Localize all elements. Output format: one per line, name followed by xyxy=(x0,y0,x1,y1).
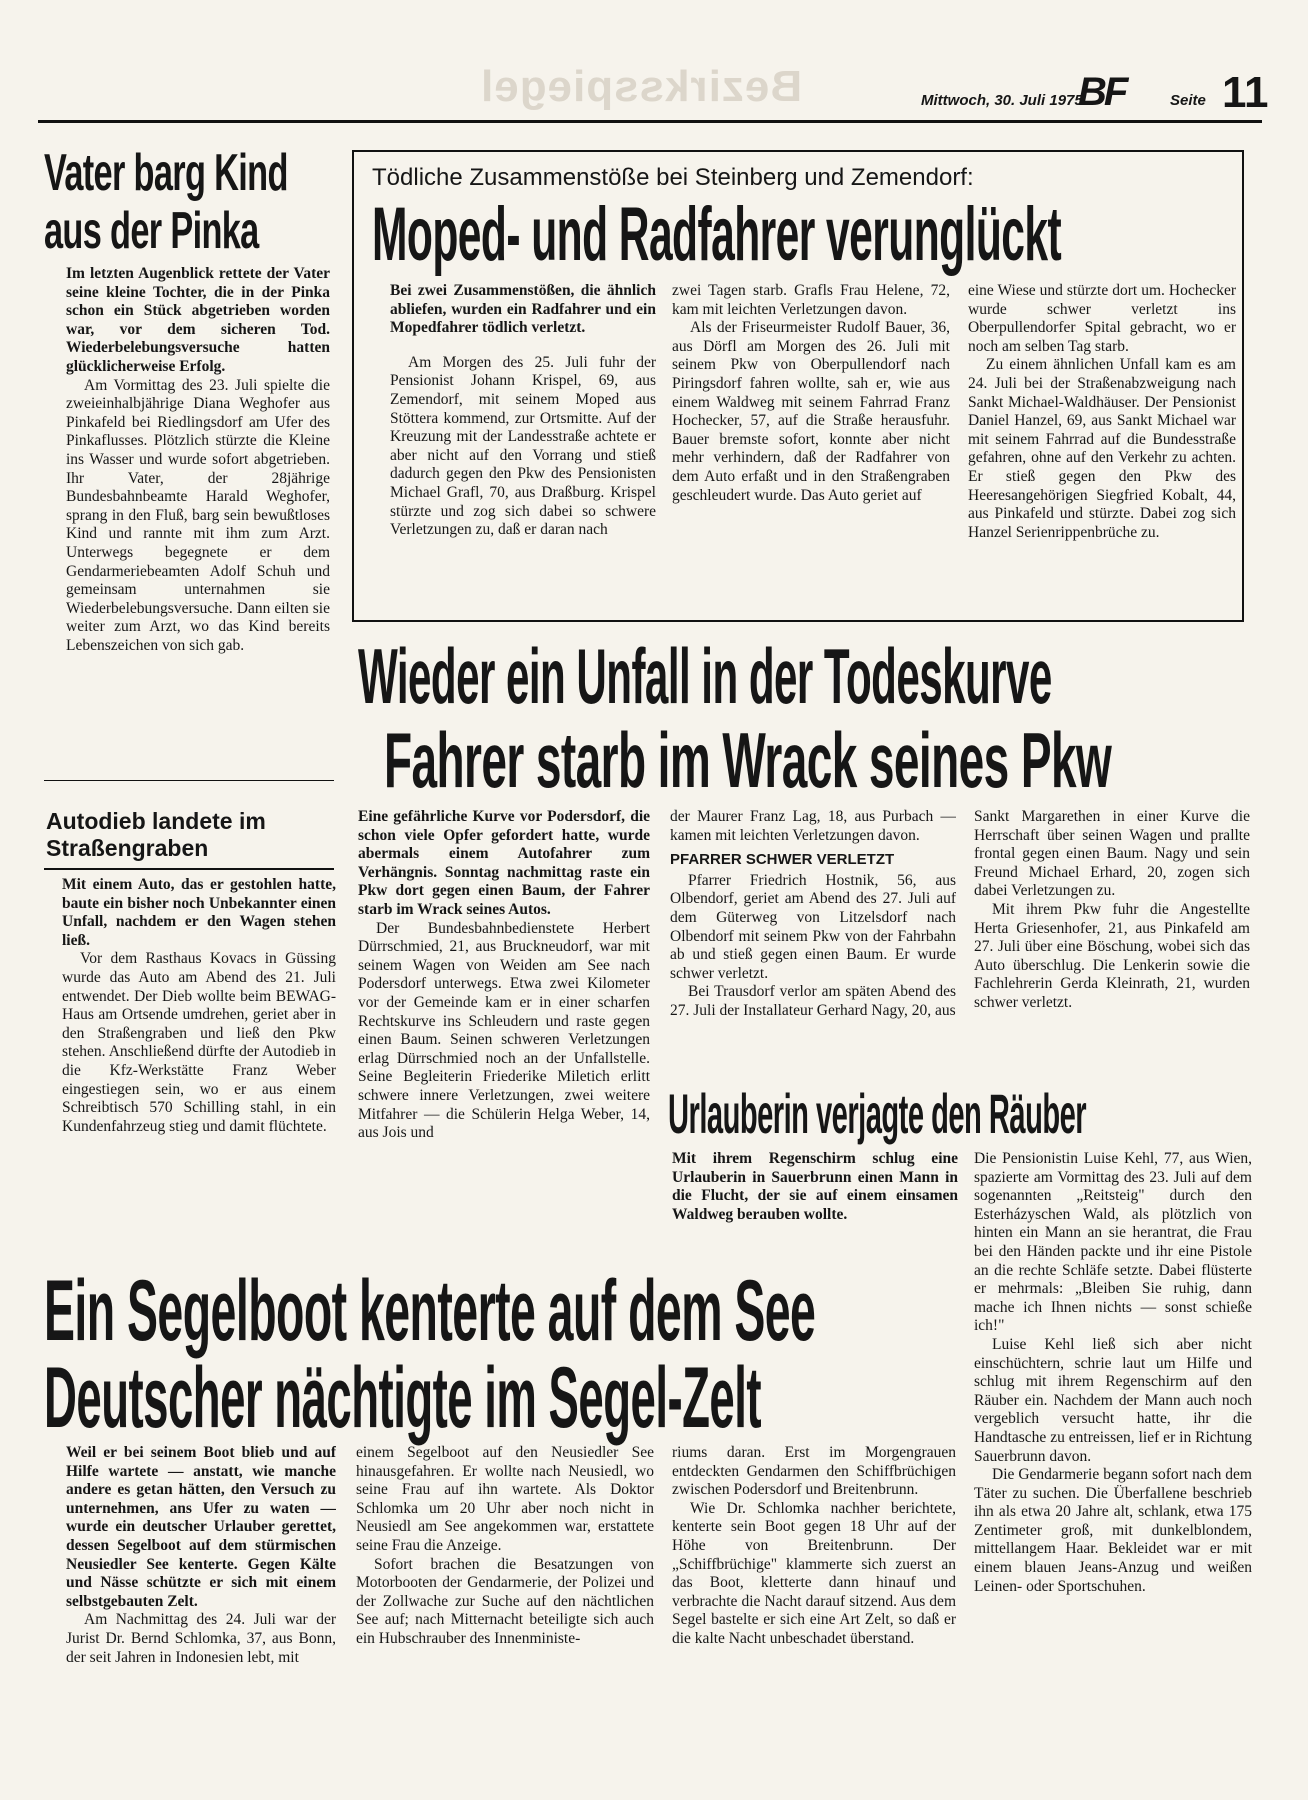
a3-col-2 xyxy=(670,808,956,1076)
a2-col2-p2: Als der Friseurmeister Rudolf Bauer, 36, aus Dörfl am Morgen des 26. Juli mit seinem Pkw von Oberpullendorf nach Piringsdorf fahren wollte, sah er, wie aus einem Waldweg mit seinem Fahrrad Franz Hochecker, 57, auf die Straße herausfuhr. Bauer bremste sofort, konnte aber nicht mehr verhindern, daß der Radfahrer von dem Auto erfaßt und in den Straßengraben geschleudert wurde. Das Auto geriet auf xyxy=(672,319,950,504)
a3-col-1 xyxy=(358,808,650,1248)
a1-headline-line-1: Vater barg Kind xyxy=(44,144,288,202)
a6-col3-p1: riums daran. Erst im Morgengrauen entdeckten Gendarmen den Schiffbrüchigen zwischen Podersdorf und Breitenbrunn. xyxy=(672,1444,956,1499)
a6-col2-p2: Sofort brachen die Besatzungen von Motorbooten der Gendarmerie, der Polizei und der Zollwache zur Suche auf den nächtlichen See auf; nach Mitternacht beteiligte sich auch ein Hubschrauber des Innenministe- xyxy=(356,1555,654,1647)
a2-col-1 xyxy=(390,282,656,616)
a6-col1-body: Am Nachmittag des 24. Juli war der Jurist Dr. Bernd Schlomka, 37, aus Bonn, der seit Jahren in Indonesien lebt, mit xyxy=(66,1611,336,1666)
a3-subhead: PFARRER SCHWER VERLETZT xyxy=(670,851,895,869)
a2-col-2 xyxy=(672,282,950,616)
a4-headline-line-1: Autodieb landete im xyxy=(46,808,266,834)
a6-col-2 xyxy=(356,1444,654,1749)
a3-headline-line-2: Fahrer starb im Wrack seines Pkw xyxy=(384,716,1112,804)
a2-col3-p2: Zu einem ähnlichen Unfall kam es am 24. Juli bei der Straßenabzweigung nach Sankt Michael-Waldhäuser. Der Pensionist Daniel Hanzel, 69, aus Sankt Michael war mit seinem Fahrrad auf die Bundesstraße gefahren, ohne auf den Verkehr zu achten. Er stieß gegen den Pkw des Heeresangehörigen Siegfried Kobalt, 44, aus Pinkafeld und stürzte. Dabei zog sich Hanzel Serienrippenbrüche zu. xyxy=(968,356,1236,541)
ghost-title: Bezirksspiegel xyxy=(480,62,803,111)
a3-col3-p2: Mit ihrem Pkw fuhr die Angestellte Herta Griesenhofer, 21, aus Pinkafeld am 27. Juli über eine Böschung, wobei sich das Auto überschlug. Die Lenkerin sowie die Fachlehrerin Gerda Kleinrath, 21, wurden schwer verletzt. xyxy=(974,900,1250,1011)
a4-top-rule xyxy=(44,780,334,781)
a3-col2-top: der Maurer Franz Lag, 18, aus Purbach — kamen mit leichten Verletzungen davon. xyxy=(670,808,956,844)
a6-headline-line-2: Deutscher nächtigte im Segel-Zelt xyxy=(44,1350,762,1446)
a6-col-1 xyxy=(66,1444,336,1749)
a2-headline: Moped- und Radfahrer verunglückt xyxy=(372,192,1062,277)
a1-text xyxy=(66,265,330,771)
a3-col2-p2: Bei Trausdorf verlor am späten Abend des 27. Juli der Installateur Gerhard Nagy, 20, aus xyxy=(670,983,956,1019)
a4-lead: Mit einem Auto, das er gestohlen hatte, baute ein bisher noch Unbekannter einen Unfall, nachdem er den Wagen stehen ließ. xyxy=(62,876,336,949)
a1-lead: Im letzten Augenblick rettete der Vater seine kleine Tochter, die in der Pinka schon ein Stück abgetrieben worden war, vor dem sicheren Tod. Wiederbelebungsversuche hatten glücklicherweise Erfolg. xyxy=(66,265,330,375)
a5-headline: Urlauberin verjagte den Räuber xyxy=(668,1082,1087,1145)
a5-p1: Die Pensionistin Luise Kehl, 77, aus Wien, spazierte am Vormittag des 23. Juli auf dem sogenannten „Reitsteig" durch den Esterházyschen Wald, als plötzlich von hinten ein Mann an sie herantrat, die Frau bei den Händen packte und ihr eine Pistole an die rechte Schläfe setzte. Dabei flüsterte er mehrmals: „Bleiben Sie ruhig, dann mache ich Ihnen nichts — sonst schieße ich!" xyxy=(974,1150,1252,1335)
a6-headline-line-1: Ein Segelboot kenterte auf dem See xyxy=(44,1263,816,1359)
a1-headline-line-2: aus der Pinka xyxy=(44,202,259,260)
a3-col-3 xyxy=(974,808,1250,1076)
a2-col2-p1: zwei Tagen starb. Grafls Frau Helene, 72, kam mit leichten Verletzungen davon. xyxy=(672,282,950,318)
a5-lead: Mit ihrem Regenschirm schlug eine Urlauberin in Sauerbrunn einen Mann in die Flucht, der sie auf einem einsamen Waldweg berauben wollte. xyxy=(672,1150,958,1223)
a6-col3-p2: Wie Dr. Schlomka nachher berichtete, kenterte sein Boot gegen 18 Uhr auf der Höhe von Breitenbrunn. Der „Schiffbrüchige" klammerte sich zuerst an das Boot, kletterte dann hinauf und verbrachte die Nacht darauf sitzend. Aus dem Segel bastelte er sich eine Art Zelt, so daß er die kalte Nacht unbeschadet überstand. xyxy=(672,1499,956,1647)
a4-headline-line-2: Straßengraben xyxy=(46,835,209,861)
a5-body-col xyxy=(974,1150,1252,1740)
a3-col1-body: Der Bundesbahnbedienstete Herbert Dürrschmied, 21, aus Bruckneudorf, war mit seinem Wagen von Weiden am See nach Podersdorf unterwegs. Etwa zwei Kilometer vor der Gemeinde kam er in einer scharfen Rechtskurve ins Schleudern und raste gegen einen Baum. Seinen schweren Verletzungen erlag Dürrschmied noch an der Unfallstelle. Seine Begleiterin Friederike Miletich erlitt schwere innere Verletzungen, zwei weitere Mitfahrer — die Schülerin Helga Weber, 14, aus Jois und xyxy=(358,919,650,1142)
a3-lead: Eine gefährliche Kurve vor Podersdorf, die schon viele Opfer gefordert hatte, wurde abermals einem Autofahrer zum Verhängnis. Sonntag nachmittag raste ein Pkw dort gegen einen Baum, der Fahrer starb im Wrack seines Autos. xyxy=(358,808,650,918)
a2-col1-body: Am Morgen des 25. Juli fuhr der Pensionist Johann Krispel, 69, aus Zemendorf, mit seinem Moped aus Stöttera kommend, zur Ortsmitte. Auf der Kreuzung mit der Landesstraße achtete er aber nicht auf den Vorrang und stieß dadurch gegen den Pkw des Pensionisten Michael Grafl, 70, aus Draßburg. Krispel stürzte und zog sich dabei so schwere Verletzungen zu, daß er daran nach xyxy=(390,353,656,539)
a2-lead: Bei zwei Zusammenstößen, die ähnlich abliefen, wurden ein Radfahrer und ein Mopedfahrer tödlich verletzt. xyxy=(390,282,656,337)
a5-p3: Die Gendarmerie begann sofort nach dem Täter zu suchen. Die Überfallene beschrieb ihn als etwa 20 Jahre alt, schlank, etwa 175 Zentimeter groß, mit dunkelblondem, mittellangem Haar. Bekleidet war er mit einem blauen Jeans-Anzug und weißen Leinen- oder Sportschuhen. xyxy=(974,1466,1252,1595)
a4-body: Vor dem Rasthaus Kovacs in Güssing wurde das Auto am Abend des 21. Juli entwendet. Der Dieb wollte beim BEWAG-Haus am Ortsende umdrehen, geriet aber in den Straßengraben und ließ den Pkw stehen. Anschließend dürfte der Autodieb in die Kfz-Werkstätte Franz Weber eingestiegen sein, wo er aus einem Schreibtisch 570 Schilling stahl, in ein Kundenfahrzeug stieg und damit flüchtete. xyxy=(62,950,336,1135)
a4-text xyxy=(62,876,336,1248)
a2-col3-p1: eine Wiese und stürzte dort um. Hochecker wurde schwer verletzt ins Oberpullendorfer Spital gebracht, wo er noch am selben Tag starb. xyxy=(968,282,1236,355)
a3-col2-p1: Pfarrer Friedrich Hostnik, 56, aus Olbendorf, geriet am Abend des 27. Juli auf dem Güterweg von Litzelsdorf nach Olbendorf mit seinem Pkw von der Fahrbahn ab und stieß gegen einen Baum. Er wurde schwer verletzt. xyxy=(670,871,956,982)
a4-head-rule xyxy=(44,868,334,870)
issue-date: Mittwoch, 30. Juli 1975 xyxy=(921,92,1083,109)
a2-kicker: Tödliche Zusammenstöße bei Steinberg und Zemendorf: xyxy=(372,164,974,191)
a3-col3-p1: Sankt Margarethen in einer Kurve die Herrschaft über seinen Wagen und prallte frontal gegen einen Baum. Nagy und sein Freund Michael Erhard, 20, zogen sich dabei Verletzungen zu. xyxy=(974,808,1250,900)
a3-headline-line-1: Wieder ein Unfall in der Todeskurve xyxy=(358,632,1052,720)
a2-col-3 xyxy=(968,282,1236,616)
a5-lead-col xyxy=(672,1150,958,1250)
a5-p2: Luise Kehl ließ sich aber nicht einschüchtern, schrie laut um Hilfe und schlug mit ihrem Regenschirm auf den Räuber ein. Nachdem der Mann auch noch vergeblich versucht hatte, ihr die Handtasche zu entreissen, lief er in Richtung Sauerbrunn davon. xyxy=(974,1335,1252,1465)
a1-body: Am Vormittag des 23. Juli spielte die zweieinhalbjährige Diana Weghofer aus Pinkafeld bei Riedlingsdorf am Ufer des Pinkaflusses. Plötzlich stürzte die Kleine ins Wasser und wurde sofort abgetrieben. Ihr Vater, der 28jährige Bundesbahnbeamte Harald Weghofer, sprang in den Fluß, barg sein bewußtloses Kind und rannte mit ihm zum Arzt. Unterwegs begegnete er dem Gendarmeriebeamten Adolf Schuh und gemeinsam unternahmen sie Wiederbelebungsversuche. Dann eilten sie weiter zum Arzt, wo das Kind bereits Lebenszeichen von sich gab. xyxy=(66,376,330,654)
a6-col-3 xyxy=(672,1444,956,1749)
paper-logo: BF xyxy=(1078,70,1126,114)
page-number: 11 xyxy=(1222,68,1269,117)
header-rule xyxy=(38,120,1262,123)
page-label: Seite xyxy=(1170,92,1206,109)
a6-lead: Weil er bei seinem Boot blieb und auf Hilfe wartete — anstatt, wie manche andere es getan hätten, den Versuch zu unternehmen, ans Ufer zu waten — wurde ein deutscher Urlauber gerettet, dessen Segelboot auf dem stürmischen Neusiedler See kenterte. Gegen Kälte und Nässe schützte er sich mit einem selbstgebauten Zelt. xyxy=(66,1444,336,1610)
a6-col2-p1: einem Segelboot auf den Neusiedler See hinausgefahren. Er wollte nach Neusiedl, wo seine Frau auf ihn wartete. Als Doktor Schlomka um 20 Uhr aber noch nicht in Neusiedl am See angekommen war, erstattete seine Frau die Anzeige. xyxy=(356,1444,654,1554)
